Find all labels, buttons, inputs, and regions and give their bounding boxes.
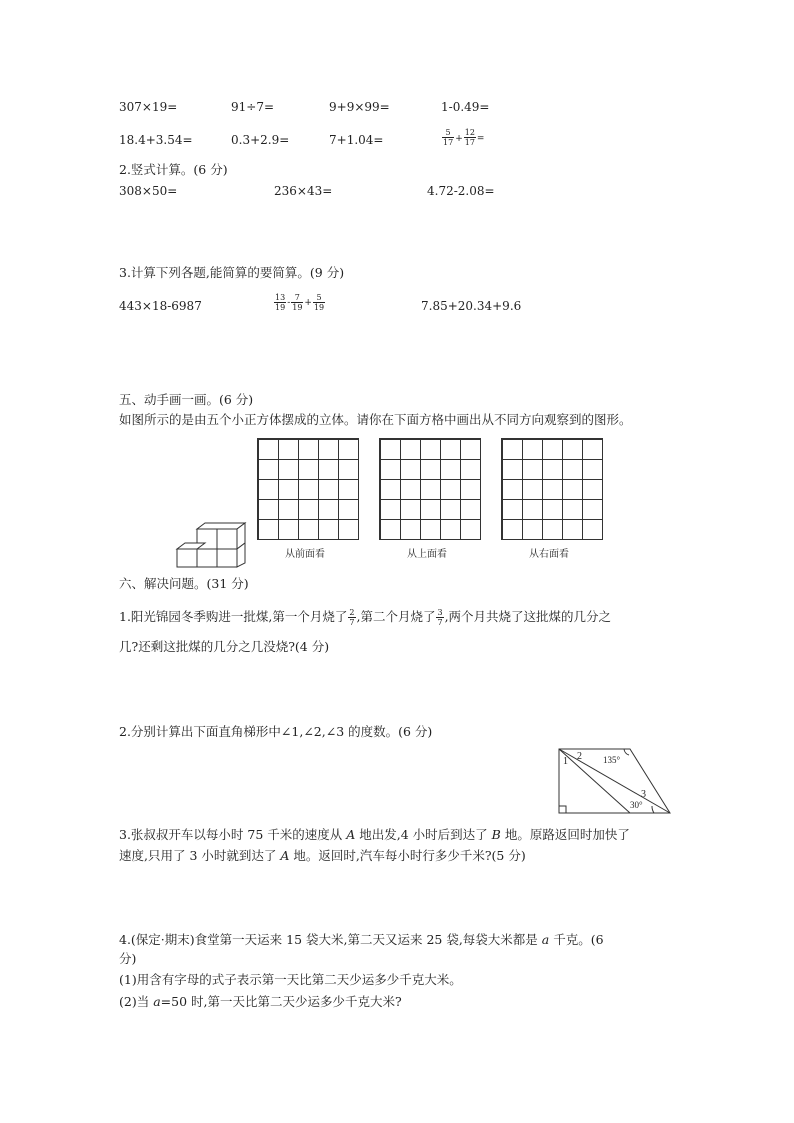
question-3-line2: 速度,只用了 3 小时就到达了 A 地。返回时,汽车每小时行多少千米?(5 分) [119,848,526,863]
calc-item: 7.85+20.34+9.6 [421,299,522,313]
fraction: $\frac{12}{17}$ [464,128,475,147]
question-2: 2.分别计算出下面直角梯形中∠1,∠2,∠3 的度数。(6 分) [119,724,433,739]
fraction: $\frac{5}{19}$ [313,293,325,312]
fraction: $\frac{3}{7}$ [437,608,443,627]
calc-item: 7+1.04= [329,133,384,147]
calc-item: 18.4+3.54= [119,133,193,147]
grid-caption: 从上面看 [407,549,447,560]
section-title: 2.竖式计算。(6 分) [119,162,228,177]
question-1-line1: 1.阳光锦园冬季购进一批煤,第一个月烧了 $\frac{2}{7}$ ,第二个月烧了 $\frac{3}{7}$ ,两个月共烧了这批煤的几分之 [119,608,612,627]
drawing-grid-right[interactable] [501,438,603,540]
fraction-expression: $\frac{13}{19}$ - $\frac{7}{19}$ + $\frac{5}{19}$ [275,293,325,312]
fraction-expression: $\frac{5}{17}$ + $\frac{12}{17}$ = [443,128,485,147]
question-4-sub2: (2)当 a=50 时,第一天比第二天少运多少千克大米? [119,994,402,1009]
instruction-text: 如图所示的是由五个小正方体摆成的立体。请你在下面方格中画出从不同方向观察到的图形。 [119,412,632,427]
drawing-grid-top[interactable] [379,438,481,540]
calc-item: 236×43= [274,184,333,198]
question-3-line1: 3.张叔叔开车以每小时 75 千米的速度从 A 地出发,4 小时后到达了 B 地。原路返回时加快了 [119,827,630,842]
question-4-line1: 4.(保定·期末)食堂第一天运来 15 袋大米,第二天又运来 25 袋,每袋大米都是 a 千克。(6 [119,932,604,947]
section-title: 六、解决问题。(31 分) [119,576,249,591]
calc-item: 443×18-6987 [119,299,202,313]
right-trapezoid-figure [556,746,674,816]
calc-item: 91÷7= [231,100,275,114]
question-4-sub1: (1)用含有字母的式子表示第一天比第二天少运多少千克大米。 [119,972,462,987]
fraction: $\frac{7}{19}$ [292,293,303,312]
drawing-grid-front[interactable] [257,438,359,540]
fraction: $\frac{2}{7}$ [349,608,355,627]
calc-item: 9+9×99= [329,100,390,114]
cube-figure [176,521,246,569]
grid-caption: 从右面看 [529,549,569,560]
angle-label: 2 [577,751,582,762]
angle-label: 1 [563,756,568,767]
section-title: 3.计算下列各题,能简算的要简算。(9 分) [119,265,345,280]
section-title: 五、动手画一画。(6 分) [119,392,254,407]
question-1-line2: 几?还剩这批煤的几分之几没烧?(4 分) [119,639,330,654]
fraction: $\frac{13}{19}$ [275,293,286,312]
question-4-line2: 分) [119,951,137,966]
fraction: $\frac{5}{17}$ [443,128,454,147]
calc-item: 4.72-2.08= [427,184,495,198]
angle-label: 30° [630,800,643,810]
calc-item: 0.3+2.9= [231,133,290,147]
grid-caption: 从前面看 [285,549,325,560]
angle-label: 3 [641,789,646,800]
calc-item: 308×50= [119,184,178,198]
calc-item: 307×19= [119,100,178,114]
angle-label: 135° [603,755,621,765]
calc-item: 1-0.49= [441,100,490,114]
